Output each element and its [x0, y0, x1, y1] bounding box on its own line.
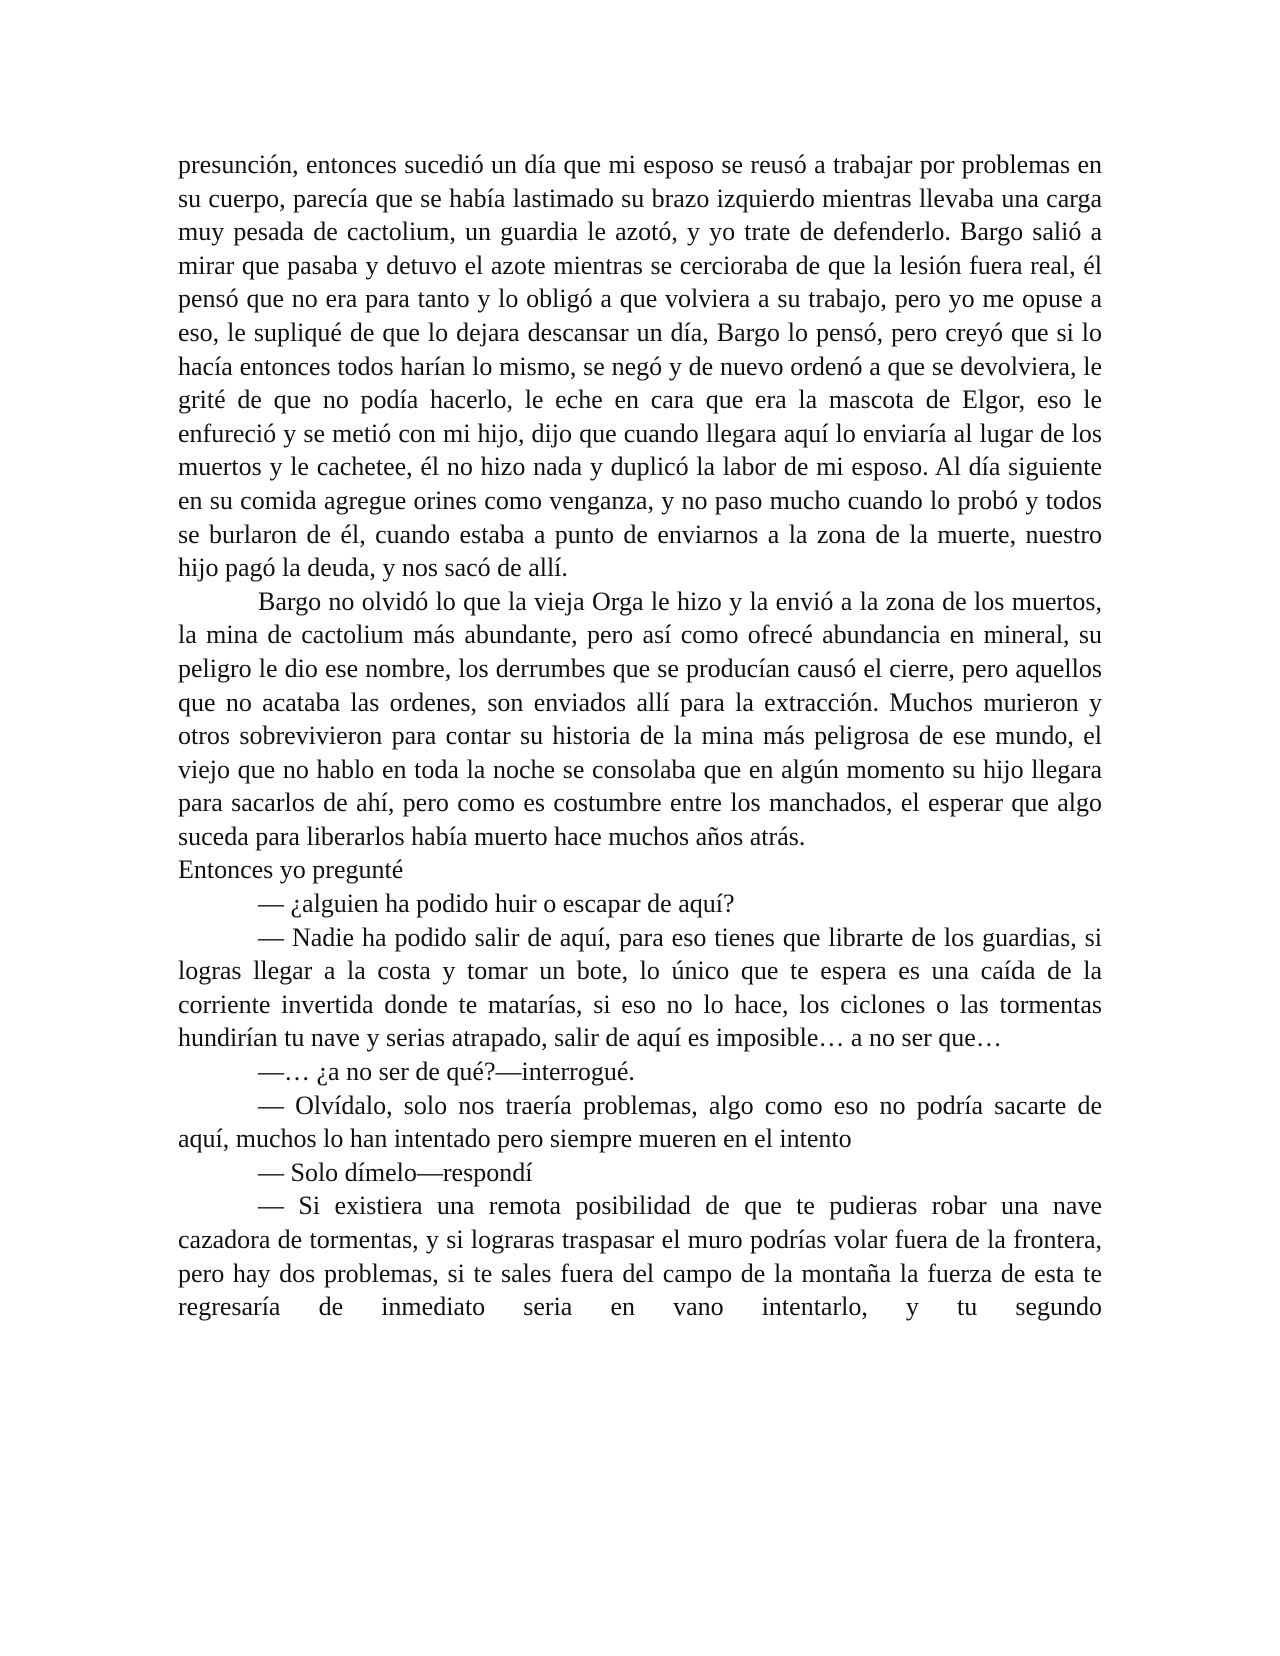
document-page [178, 148, 1102, 1324]
dialog-line-interrogation: —… ¿a no ser de qué?—interrogué. [258, 1057, 635, 1087]
paragraph-continuation: presunción, entonces sucedió un día que mi esposo se reusó a trabajar por problemas en su cuerpo, parecía que se había lastimado su brazo izquierdo mientras llevaba una carga muy pesada de cactolium, un guardia le azotó, y yo trate de defenderlo. Bargo salió a mirar que pasaba y detuvo el azote mientras se cercioraba de que la lesión fuera real, él pensó que no era para tanto y lo obligó a que volviera a su trabajo, pero yo me opuse a eso, le supliqué de que lo dejara descansar un día, Bargo lo pensó, pero creyó que si lo hacía entonces todos harían lo mismo, se negó y de nuevo ordenó a que se devolviera, le grité de que no podía hacerlo, le eche en cara que era la mascota de Elgor, eso le enfureció y se metió con mi hijo, dijo que cuando llegara aquí lo enviaría al lugar de los muertos y le cachetee, él no hizo nada y duplicó la labor de mi esposo. Al día siguiente en su comida agregue orines como venganza, y no paso mucho cuando lo probó y todos se burlaron de él, cuando estaba a punto de enviarnos a la zona de la muerte, nuestro hijo pagó la deuda, y nos sacó de allí. [178, 150, 1102, 583]
dialog-line-answer: — Nadie ha podido salir de aquí, para eso tienes que librarte de los guardias, si logras llegar a la costa y tomar un bote, lo único que te espera es una caída de la corriente invertida donde te matarías, si eso no lo hace, los ciclones o las tormentas hundirían tu nave y serias atrapado, salir de aquí es imposible… a no ser que… [178, 922, 1102, 1053]
dialog-line-tell-me: — Solo dímelo—respondí [258, 1157, 533, 1187]
dialog-line-forget-it: — Olvídalo, solo nos traería problemas, algo como eso no podría sacarte de aquí, muchos lo han intentado pero siempre mueren en el intento [178, 1090, 1102, 1154]
paragraph-narrative: Bargo no olvidó lo que la vieja Orga le hizo y la envió a la zona de los muertos, la mina de cactolium más abundante, pero así como ofrecé abundancia en mineral, su peligro le dio ese nombre, los derrumbes que se producían causó el cierre, pero aquellos que no acataba las ordenes, son enviados allí para la extracción. Muchos murieron y otros sobrevivieron para contar su historia de la mina más peligrosa de ese mundo, el viejo que no hablo en toda la noche se consolaba que en algún momento su hijo llegara para sacarlos de ahí, pero como es costumbre entre los manchados, el esperar que algo suceda para liberarlos había muerto hace muchos años atrás. [178, 586, 1102, 851]
paragraph-question-intro: Entonces yo pregunté [178, 855, 404, 885]
dialog-line-question: — ¿alguien ha podido huir o escapar de aquí? [258, 889, 735, 919]
dialog-line-storm-hunter: — Si existiera una remota posibilidad de que te pudieras robar una nave cazadora de tormentas, y si lograras traspasar el muro podrías volar fuera de la frontera, pero hay dos problemas, si te sales fuera del campo de la montaña la fuerza de esta te regresaría de inmediato seria en vano intentarlo, y tu segundo [178, 1191, 1102, 1322]
